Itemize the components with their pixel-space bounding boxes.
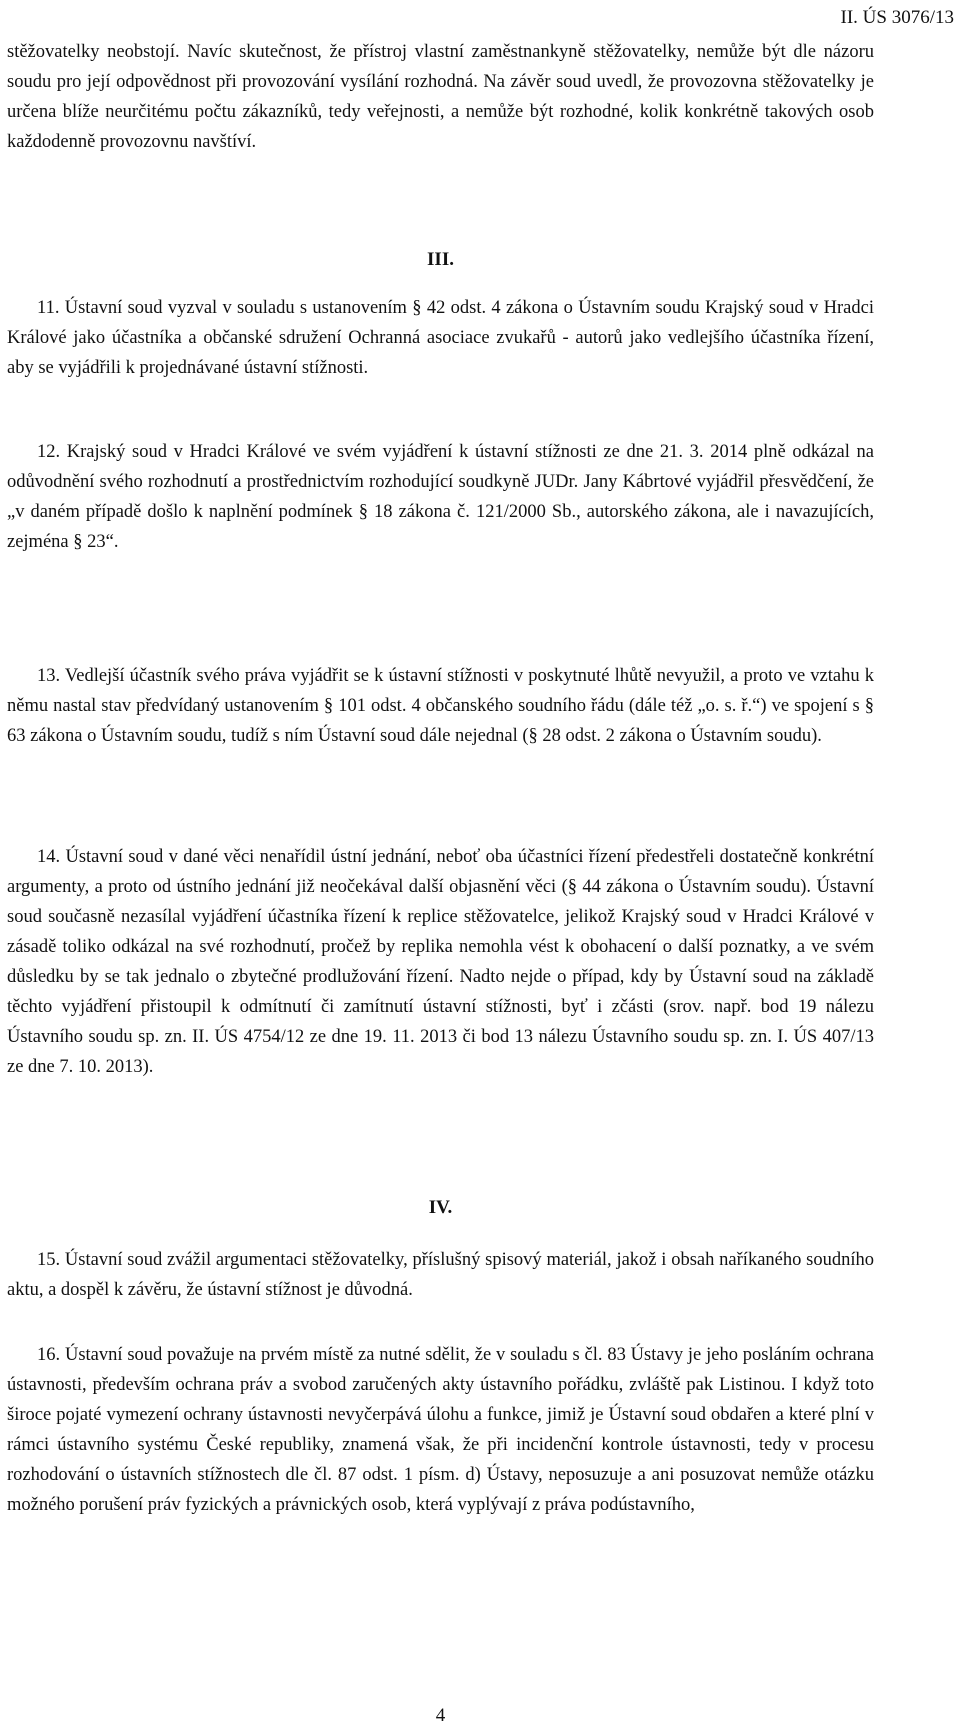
section-heading-iv: IV.: [428, 1197, 453, 1218]
section-heading-iii: III.: [427, 249, 454, 270]
paragraph-16: 16. Ústavní soud považuje na prvém místě za nutné sdělit, že v souladu s čl. 83 Ústavy je jeho posláním ochrana ústavnosti, především ochrana práv a svobod zaručených akty ústavního pořádku, zvláště pak Listinou. I když toto široce pojaté vymezení ochrany ústavnosti nevyčerpává úlohu a funkce, jimiž je Ústavní soud obdařen a které plní v rámci ústavního systému České republiky, znamená však, že při incidenční kontrole ústavnosti, tedy v procesu rozhodování o ústavních stížnostech dle čl. 87 odst. 1 písm. d) Ústavy, neposuzuje a ani posuzovat nemůže otázku možného porušení práv fyzických a právnických osob, která vyplývají z práva podústavního,: [7, 1345, 874, 1515]
paragraph-12: 12. Krajský soud v Hradci Králové ve svém vyjádření k ústavní stížnosti ze dne 21. 3. 2014 plně odkázal na odůvodnění svého rozhodnutí a prostřednictvím rozhodující soudkyně JUDr. Jany Kábrtové vyjádřil přesvědčení, že „v daném případě došlo k naplnění podmínek § 18 zákona č. 121/2000 Sb., autorského zákona, ale i navazujících, zejména § 23“.: [7, 442, 874, 552]
paragraph-15: 15. Ústavní soud zvážil argumentaci stěžovatelky, příslušný spisový materiál, jakož i obsah naříkaného soudního aktu, a dospěl k závěru, že ústavní stížnost je důvodná.: [7, 1250, 874, 1300]
paragraph-13: 13. Vedlejší účastník svého práva vyjádřit se k ústavní stížnosti v poskytnuté lhůtě nevyužil, a proto ve vztahu k němu nastal stav předvídaný ustanovením § 101 odst. 4 občanského soudního řádu (dále též „o. s. ř.“) ve spojení s § 63 zákona o Ústavním soudu, tudíž s ním Ústavní soud dále nejednal (§ 28 odst. 2 zákona o Ústavním soudu).: [7, 666, 874, 746]
paragraph-11: 11. Ústavní soud vyzval v souladu s ustanovením § 42 odst. 4 zákona o Ústavním soudu Krajský soud v Hradci Králové jako účastníka a občanské sdružení Ochranná asociace zvukařů - autorů jako vedlejšího účastníka řízení, aby se vyjádřili k projednávané ústavní stížnosti.: [7, 298, 874, 378]
page-number: 4: [435, 1705, 446, 1726]
paragraph-14: 14. Ústavní soud v dané věci nenařídil ústní jednání, neboť oba účastníci řízení předestřeli dostatečně konkrétní argumenty, a proto od ústního jednání již neočekával další objasnění věci (§ 44 zákona o Ústavním soudu). Ústavní soud současně nezasílal vyjádření účastníka řízení k replice stěžovatelce, jelikož Krajský soud v Hradci Králové v zásadě toliko odkázal na své rozhodnutí, pročež by replika nemohla vést k obohacení o další poznatky, a ve svém důsledku by se tak jednalo o zbytečné prodlužování řízení. Nadto nejde o případ, kdy by Ústavní soud na základě těchto vyjádření přistoupil k odmítnutí či zamítnutí ústavní stížnosti, byť i zčásti (srov. např. bod 19 nálezu Ústavního soudu sp. zn. II. ÚS 4754/12 ze dne 19. 11. 2013 či bod 13 nálezu Ústavního soudu sp. zn. I. ÚS 407/13 ze dne 7. 10. 2013).: [7, 847, 874, 1077]
paragraph-intro: stěžovatelky neobstojí. Navíc skutečnost, že přístroj vlastní zaměstnankyně stěžovatelky, nemůže být dle názoru soudu pro její odpovědnost při provozování vysílání rozhodná. Na závěr soud uvedl, že provozovna stěžovatelky je určena blíže neurčitému počtu zákazníků, tedy veřejnosti, a nemůže být rozhodné, kolik konkrétně takových osob každodenně provozovnu navštíví.: [7, 42, 874, 152]
case-number-header: II. ÚS 3076/13: [840, 7, 954, 28]
